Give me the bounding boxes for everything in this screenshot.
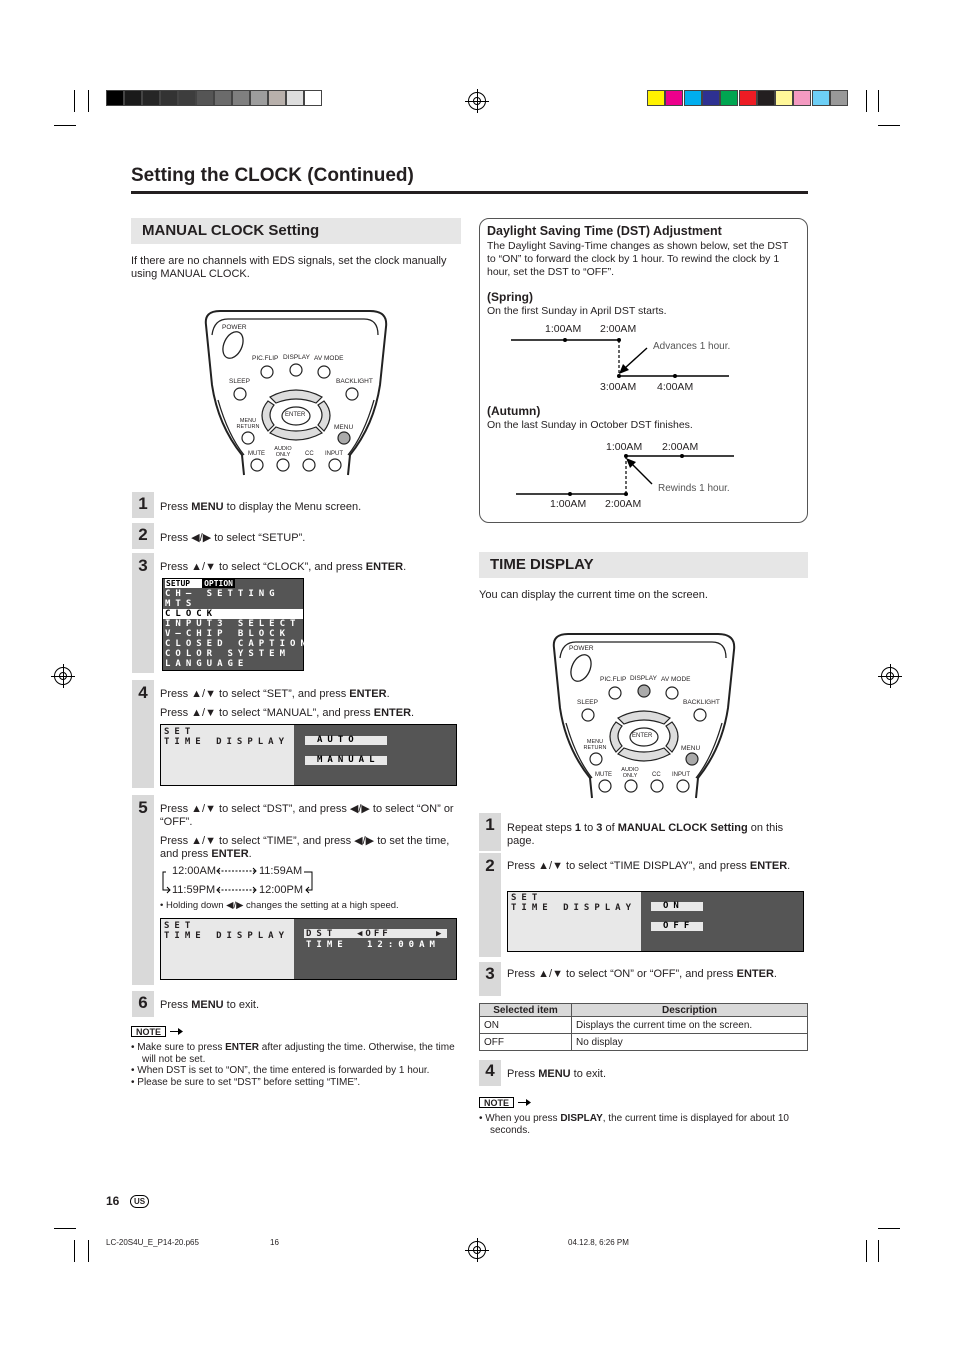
remote-menu-return-label: MENU RETURN [583, 739, 607, 751]
step-number: 4 [138, 683, 148, 702]
spring-description: On the first Sunday in April DST starts. [487, 305, 667, 317]
menu-item: COLOR SYSTEM [165, 649, 291, 659]
color-swatch [720, 90, 738, 106]
page-number: 16 [106, 1194, 120, 1208]
gray-swatch [178, 90, 196, 106]
remote-display-label: DISPLAY [630, 675, 657, 682]
step-5-text: Press ▲/▼ to select “DST”, and press ◀/▶ to select “ON” or “OFF”. [160, 803, 454, 828]
remote-menu-return-label: MENU RETURN [236, 418, 260, 430]
step-number: 4 [485, 1061, 495, 1080]
spring-heading: (Spring) [487, 290, 533, 304]
remote-cc-label: CC [305, 451, 314, 457]
dst-time-osd: SET TIME DISPLAY DST ◀OFF ▶ TIME 12:00AM [160, 918, 457, 980]
set-time-display-osd: SET TIME DISPLAY AUTO MANUAL [160, 724, 457, 786]
step-number: 1 [485, 815, 495, 834]
autumn-time-1: 1:00AM [606, 441, 643, 453]
dst-title: Daylight Saving Time (DST) Adjustment [487, 224, 722, 238]
remote-power-label: POWER [222, 324, 247, 331]
region-badge: US [130, 1195, 149, 1208]
color-swatch [647, 90, 665, 106]
crop-mark [878, 1240, 879, 1262]
step-number: 2 [485, 856, 495, 875]
dst-description: The Daylight Saving-Time changes as shown below, set the DST to “ON” to forward the clock by 1 hour. To rewind the clock by 1 hour, set the DST to “OFF”. [487, 240, 789, 278]
step-number: 5 [138, 798, 148, 817]
autumn-time-3: 1:00AM [550, 498, 587, 510]
crop-mark [866, 1240, 867, 1262]
gray-swatch [160, 90, 178, 106]
gray-swatch [196, 90, 214, 106]
time-display-heading: TIME DISPLAY [479, 552, 808, 578]
td-step-1-text: Repeat steps 1 to 3 of MANUAL CLOCK Setting on this page. [507, 822, 784, 847]
autumn-description: On the last Sunday in October DST finishes. [487, 419, 693, 431]
remote-enter-label: ENTER [285, 412, 306, 418]
table-header: Selected item [480, 1004, 572, 1017]
gray-swatch [124, 90, 142, 106]
gray-swatch [214, 90, 232, 106]
holding-note: • Holding down ◀/▶ changes the setting at a high speed. [160, 900, 399, 911]
manual-option: MANUAL [305, 756, 387, 765]
td-step-2-text: Press ▲/▼ to select “TIME DISPLAY”, and press ENTER. [507, 860, 791, 872]
note-item: • When you press DISPLAY, the current time is displayed for about 10 seconds. [479, 1113, 789, 1136]
menu-item: MTS [165, 599, 197, 609]
color-swatch [775, 90, 793, 106]
gray-swatch [304, 90, 322, 106]
spring-time-2: 2:00AM [600, 323, 637, 335]
remote-avmode-label: AV MODE [661, 676, 691, 683]
menu-item: V–CHIP BLOCK [165, 629, 291, 639]
page-title: Setting the CLOCK (Continued) [131, 165, 414, 186]
spring-time-3: 3:00AM [600, 381, 637, 393]
remote-backlight-label: BACKLIGHT [683, 699, 720, 706]
gray-swatch [286, 90, 304, 106]
crop-mark [878, 1228, 900, 1229]
advances-label: Advances 1 hour. [653, 341, 731, 352]
remote-avmode-label: AV MODE [314, 355, 344, 362]
gray-swatch [250, 90, 268, 106]
step-number: 2 [138, 525, 148, 544]
note-arrow-icon [518, 1097, 532, 1108]
spring-time-1: 1:00AM [545, 323, 582, 335]
gray-swatch [232, 90, 250, 106]
step-4-text-2: Press ▲/▼ to select “MANUAL”, and press ENTER. [160, 707, 415, 719]
crop-mark [54, 1228, 76, 1229]
footer-file: LC-20S4U_E_P14-20.p65 [106, 1238, 199, 1247]
registration-mark-icon [468, 1241, 486, 1259]
table-row: OFF No display [480, 1034, 808, 1051]
step-3-text: Press ▲/▼ to select “CLOCK”, and press ENTER. [160, 561, 407, 573]
note-item: • Make sure to press ENTER after adjusting the time. Otherwise, the time will not be set. [131, 1042, 455, 1065]
note-tag: NOTE [479, 1097, 514, 1108]
crop-mark [54, 125, 76, 126]
spring-time-4: 4:00AM [657, 381, 694, 393]
remote-sleep-label: SLEEP [229, 378, 250, 385]
color-swatch [757, 90, 775, 106]
color-swatch [665, 90, 683, 106]
selection-table [479, 1003, 808, 1051]
color-swatch [684, 90, 702, 106]
registration-mark-icon [54, 667, 72, 685]
autumn-time-2: 2:00AM [662, 441, 699, 453]
td-step-4-text: Press MENU to exit. [507, 1068, 607, 1080]
footer-date: 04.12.8, 6:26 PM [568, 1238, 629, 1247]
autumn-heading: (Autumn) [487, 404, 541, 418]
remote-audio-only-label: AUDIO ONLY [621, 767, 639, 779]
time-label: 12:00AM [172, 865, 217, 877]
auto-option: AUTO [305, 736, 387, 745]
color-swatch [793, 90, 811, 106]
remote-enter-label: ENTER [632, 733, 653, 739]
menu-item: INPUT3 SELECT [165, 619, 301, 629]
time-display-intro: You can display the current time on the screen. [479, 589, 708, 601]
crop-mark [88, 1240, 89, 1262]
autumn-time-4: 2:00AM [605, 498, 642, 510]
step-5-text-2: Press ▲/▼ to select “TIME”, and press ◀/▶ to set the time, and press ENTER. [160, 835, 450, 860]
time-display-note [479, 1113, 808, 1136]
setup-menu-osd [162, 578, 311, 671]
color-swatch [830, 90, 848, 106]
manual-clock-intro: If there are no channels with EDS signals, set the clock manually using MANUAL CLOCK. [131, 255, 447, 280]
step-bar [132, 795, 154, 985]
note-item: • Please be sure to set “DST” before setting “TIME”. [131, 1076, 361, 1088]
crop-mark [878, 90, 879, 112]
gray-swatch [142, 90, 160, 106]
title-rule [131, 191, 808, 194]
registration-mark-icon [881, 667, 899, 685]
menu-item-selected: CLOCK [163, 609, 303, 619]
step-number: 3 [138, 556, 148, 575]
time-label: 12:00PM [259, 884, 304, 896]
option-tab: OPTION [204, 579, 233, 588]
step-number: 3 [485, 964, 495, 983]
remote-mute-label: MUTE [595, 772, 612, 778]
remote-sleep-label: SLEEP [577, 699, 598, 706]
remote-power-label: POWER [569, 645, 594, 652]
table-row: ON Displays the current time on the screen. [480, 1017, 808, 1034]
crop-mark [88, 90, 89, 112]
remote-menu-label: MENU [681, 745, 701, 752]
gray-swatch [268, 90, 286, 106]
time-label: 11:59AM [259, 865, 303, 877]
on-option[interactable]: ON [651, 902, 703, 911]
step-1-text: Press MENU to display the Menu screen. [160, 501, 362, 513]
remote-menu-label: MENU [334, 424, 354, 431]
off-option[interactable]: OFF [651, 922, 703, 931]
note-item: • When DST is set to “ON”, the time entered is forwarded by 1 hour. [131, 1065, 430, 1076]
remote-input-label: INPUT [672, 772, 690, 778]
remote-display-label: DISPLAY [283, 354, 310, 361]
crop-mark [74, 90, 75, 112]
registration-mark-icon [468, 92, 486, 110]
menu-item: CH– SETTING [165, 589, 280, 599]
remote-mute-label: MUTE [248, 451, 265, 457]
color-swatch [812, 90, 830, 106]
time-display-osd: SET TIME DISPLAY ON OFF [507, 891, 804, 952]
remote-cc-label: CC [652, 772, 661, 778]
rewinds-label: Rewinds 1 hour. [658, 483, 730, 494]
remote-control-illustration [546, 628, 742, 800]
manual-notes [131, 1042, 461, 1088]
step-number: 6 [138, 993, 148, 1012]
crop-mark [74, 1240, 75, 1262]
step-2-text: Press ◀/▶ to select “SETUP”. [160, 532, 306, 544]
note-arrow-icon [170, 1026, 184, 1037]
color-swatch [702, 90, 720, 106]
color-swatch [739, 90, 757, 106]
crop-mark [866, 90, 867, 112]
table-header: Description [572, 1004, 808, 1017]
setup-tab: SETUP [165, 579, 202, 588]
remote-audio-only-label: AUDIO ONLY [274, 446, 292, 458]
gray-swatch [106, 90, 124, 106]
note-tag: NOTE [131, 1026, 166, 1037]
menu-item: CLOSED CAPTION [165, 639, 311, 649]
step-number: 1 [138, 494, 148, 513]
remote-picflip-label: PIC.FLIP [600, 676, 627, 683]
menu-item: LANGUAGE [165, 659, 249, 669]
remote-backlight-label: BACKLIGHT [336, 378, 373, 385]
step-4-text: Press ▲/▼ to select “SET”, and press ENTER. [160, 688, 390, 700]
time-label: 11:59PM [172, 884, 216, 896]
crop-mark [878, 125, 900, 126]
manual-clock-heading: MANUAL CLOCK Setting [131, 218, 461, 244]
step-6-text: Press MENU to exit. [160, 999, 260, 1011]
td-step-3-text: Press ▲/▼ to select “ON” or “OFF”, and press ENTER. [507, 968, 777, 980]
remote-input-label: INPUT [325, 451, 343, 457]
footer-page: 16 [270, 1238, 279, 1247]
remote-picflip-label: PIC.FLIP [252, 355, 279, 362]
